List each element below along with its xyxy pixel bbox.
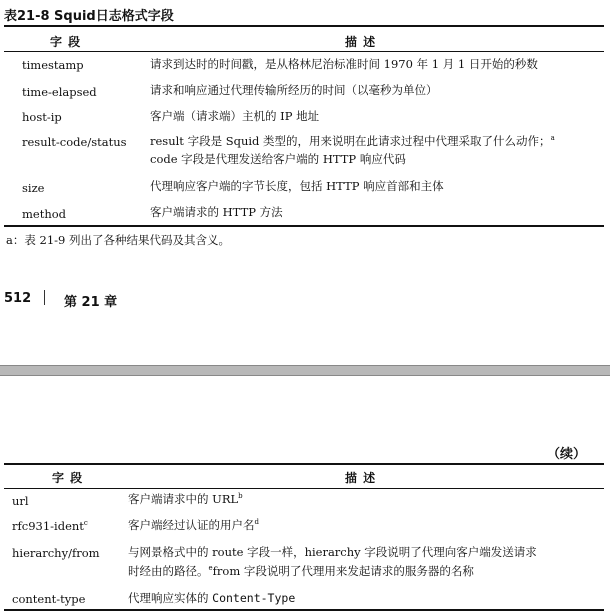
footnote: a：表 21-9 列出了各种结果代码及其含义。 (6, 233, 231, 247)
footnote-marker: a (550, 134, 555, 143)
table-bottom-rule (4, 225, 604, 227)
description-cell: 请求和响应通过代理传输所经历的时间（以毫秒为单位） (150, 83, 438, 97)
footnote-marker: d (254, 518, 259, 527)
table-top-rule (4, 463, 604, 465)
description-cell: 客户端经过认证的用户名$^d$ (128, 518, 259, 532)
description-cell: 与网景格式中的 route 字段一样，hierarchy 字段说明了代理向客户端发送请求 (128, 545, 537, 559)
description-cell-line2: 时经由的路径。$^e$from 字段说明了代理用来发起请求的服务器的名称 (128, 564, 474, 578)
footnote-marker: e (208, 564, 213, 573)
continued-label: （续） (547, 447, 587, 462)
field-cell: url (12, 494, 29, 508)
field-cell: content-type (12, 592, 86, 606)
column-header-field: 字 段 (52, 471, 84, 485)
description-cell: 客户端请求的 HTTP 方法 (150, 205, 283, 219)
column-header-field: 字 段 (50, 35, 82, 49)
field-cell: result-code/status (22, 135, 127, 149)
description-cell: 客户端（请求端）主机的 IP 地址 (150, 109, 320, 123)
field-cell: time-elapsed (22, 85, 97, 99)
header-rule (4, 51, 604, 52)
field-cell: hierarchy/from (12, 546, 100, 560)
description-cell: 请求到达时的时间戳，是从格林尼治标准时间 1970 年 1 月 1 日开始的秒数 (150, 57, 538, 71)
description-cell: 代理响应实体的 Content-Type (128, 591, 296, 605)
field-cell: host-ip (22, 110, 62, 124)
footnote-marker: c (83, 519, 88, 528)
page-number: 512 (4, 291, 32, 306)
header-rule (4, 488, 604, 489)
page-number-divider (44, 290, 45, 305)
column-header-description: 描 述 (345, 35, 377, 49)
table-top-rule (4, 25, 604, 27)
footnote-marker: b (238, 492, 243, 501)
page-separator (0, 365, 610, 376)
column-header-description: 描 述 (345, 471, 377, 485)
table-caption: 表21-8 Squid日志格式字段 (4, 9, 174, 24)
description-cell-line2: code 字段是代理发送给客户端的 HTTP 响应代码 (150, 152, 406, 166)
description-cell: result 字段是 Squid 类型的，用来说明在此请求过程中代理采取了什么动作；$^a$ (150, 134, 555, 148)
field-cell: method (22, 207, 67, 221)
chapter-label: 第 21 章 (64, 295, 118, 310)
field-cell: timestamp (22, 58, 84, 72)
description-cell: 代理响应客户端的字节长度，包括 HTTP 响应首部和主体 (150, 179, 444, 193)
field-cell: rfc931-ident$^c$ (12, 519, 88, 533)
description-cell: 客户端请求中的 URL$^b$ (128, 492, 243, 506)
field-cell: size (22, 181, 45, 195)
code-text: Content-Type (212, 591, 296, 605)
table-bottom-rule (4, 609, 604, 611)
